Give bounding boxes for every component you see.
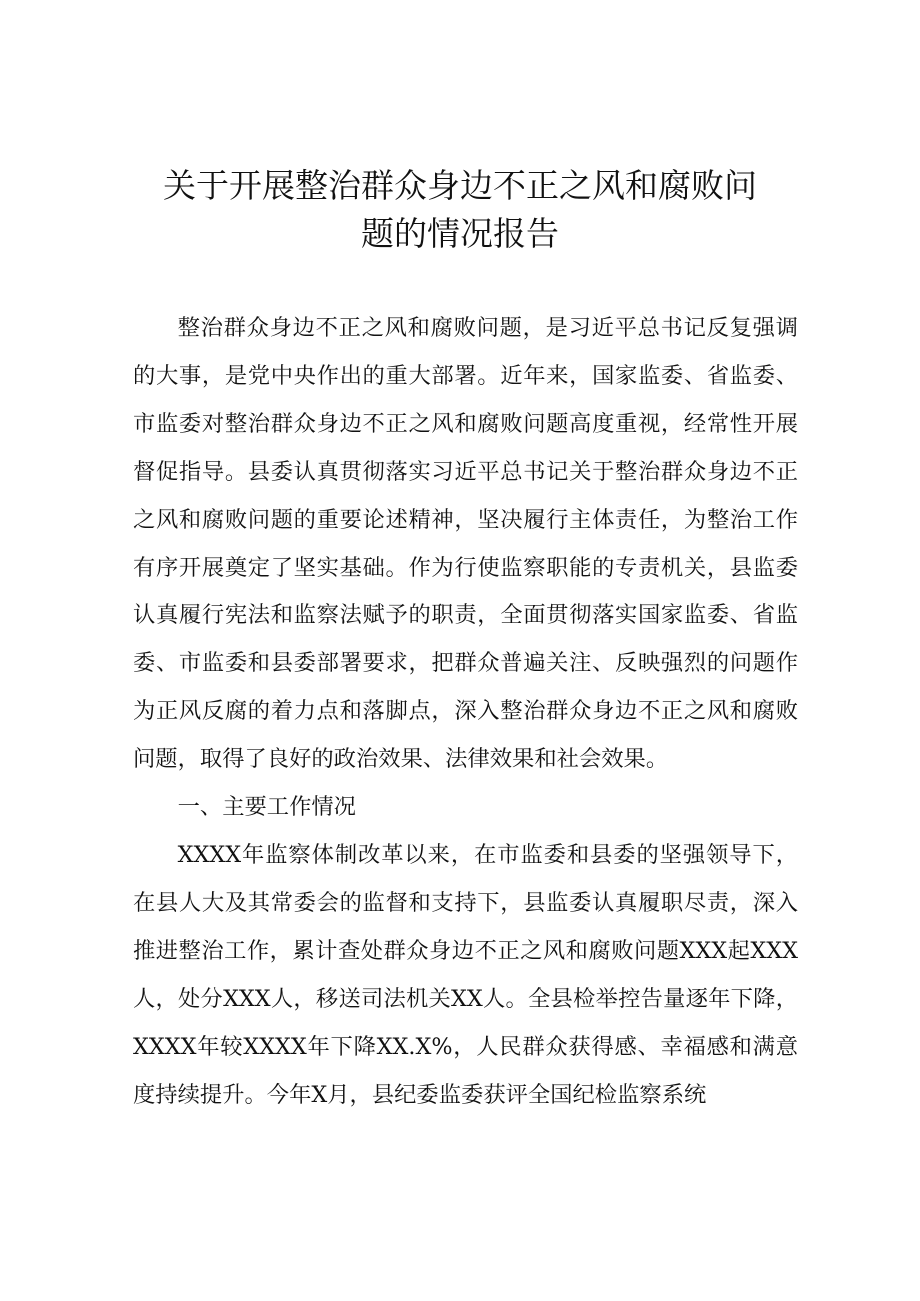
title-line-1: 关于开展整治群众身边不正之风和腐败问: [163, 166, 757, 205]
intro-paragraph: 整治群众身边不正之风和腐败问题，是习近平总书记反复强调的大事，是党中央作出的重大部署。近年来，国家监委、省监委、市监委对整治群众身边不正之风和腐败问题高度重视，经常性开展督促指导。县委认真贯彻落实习近平总书记关于整治群众身边不正之风和腐败问题的重要论述精神，坚决履行主体责任，为整治工作有序开展奠定了坚实基础。作为行使监察职能的专责机关，县监委认真履行宪法和监察法赋予的职责，全面贯彻落实国家监委、省监委、市监委和县委部署要求，把群众普遍关注、反映强烈的问题作为正风反腐的着力点和落脚点，深入整治群众身边不正之风和腐败问题，取得了良好的政治效果、法律效果和社会效果。: [133, 315, 798, 773]
section-heading-main-work: 一、主要工作情况: [177, 794, 356, 821]
work-summary-paragraph: XXXX年监察体制改革以来，在市监委和县委的坚强领导下，在县人大及其常委会的监督和支持下，县监委认真履职尽责，深入推进整治工作，累计查处群众身边不正之风和腐败问题XXX起XXX人，处分XXX人，移送司法机关XX人。全县检举控告量逐年下降，XXXX年较XXXX年下降XX.X%，人民群众获得感、幸福感和满意度持续提升。今年X月，县纪委监委获评全国纪检监察系统: [133, 841, 798, 1108]
document-title: [120, 162, 800, 258]
document-body: [133, 305, 798, 1119]
title-line-2: 题的情况报告: [361, 214, 559, 253]
